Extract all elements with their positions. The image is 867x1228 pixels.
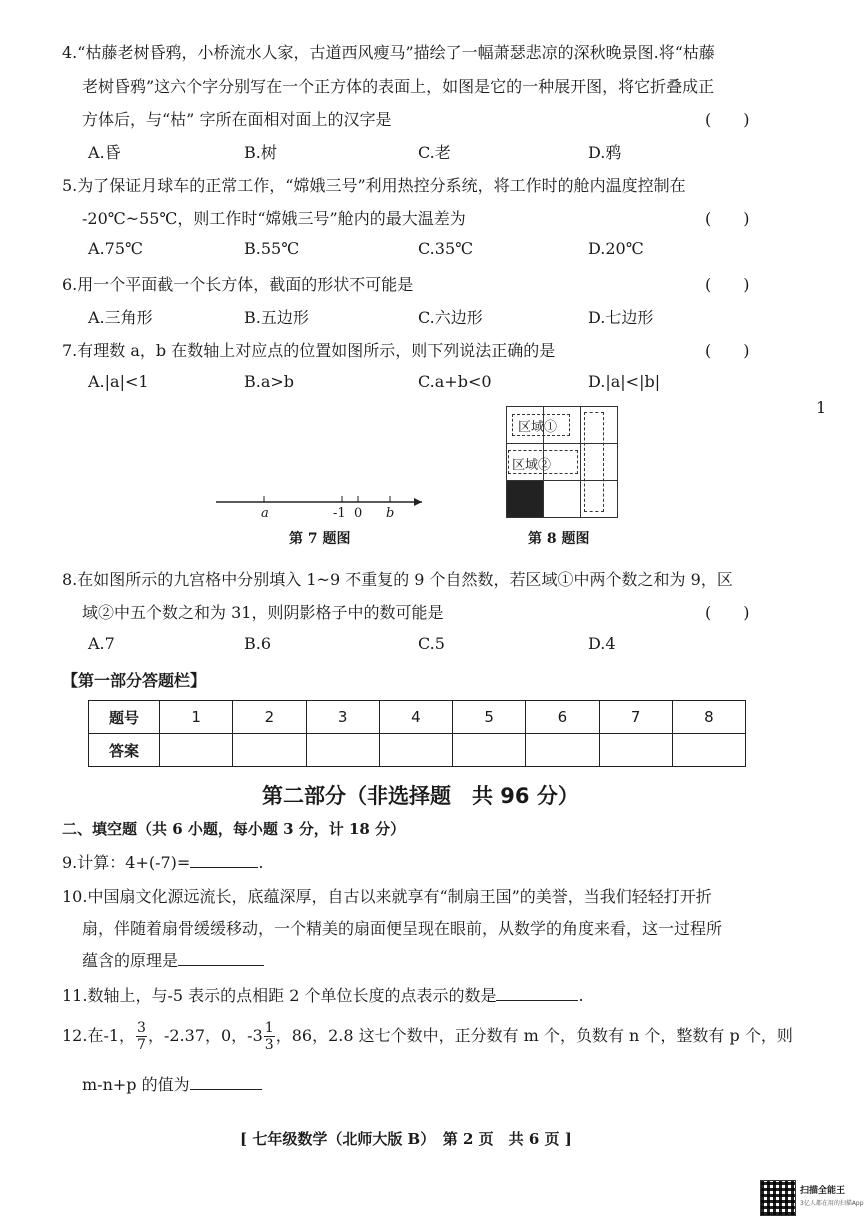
number-line-arrow (414, 498, 422, 506)
q6-option-d: D.七边形 (588, 308, 654, 327)
q6-line1: 6.用一个平面截一个长方体，截面的形状不可能是 (62, 275, 414, 294)
answer-cell[interactable] (672, 734, 745, 767)
label-zero: 0 (354, 506, 363, 521)
side-mark: 1 (816, 398, 827, 417)
q7-option-d: D.|a|<|b| (588, 372, 661, 391)
row-head-number: 题号 (89, 701, 160, 734)
answer-cell[interactable] (599, 734, 672, 767)
q4-option-a: A.昏 (88, 143, 121, 162)
fraction-one-third (264, 1020, 275, 1053)
q11-answer-blank[interactable] (496, 986, 578, 1001)
question-number: 2 (233, 701, 306, 734)
q4-answer-paren: ( ) (705, 110, 750, 129)
label-b: b (386, 506, 395, 521)
q7-option-a: A.|a|<1 (88, 372, 149, 391)
question-number: 5 (453, 701, 526, 734)
q10-line3-text: 蕴含的原理是 (82, 951, 179, 970)
q12-answer-blank[interactable] (190, 1075, 262, 1090)
q7-answer-paren: ( ) (705, 341, 750, 360)
q4-line2: 老树昏鸦”这六个字分别写在一个正方体的表面上，如图是它的一种展开图，将它折叠成正 (82, 77, 715, 96)
frac2-numerator: 1 (264, 1020, 274, 1036)
question-number: 7 (599, 701, 672, 734)
q8-option-d: D.4 (588, 634, 616, 653)
q6-option-c: C.六边形 (418, 308, 483, 327)
q12-line1 (62, 1018, 793, 1054)
q11 (62, 983, 584, 1006)
q8-option-a: A.7 (88, 634, 115, 653)
scanner-logo-label: 扫描全能王 (800, 1186, 846, 1196)
number-line-figure (210, 490, 430, 522)
q7-option-c: C.a+b<0 (418, 372, 492, 391)
frac2-denominator: 3 (264, 1037, 274, 1053)
region1-label: 区域① (518, 420, 558, 435)
frac1-denominator: 7 (137, 1037, 146, 1053)
q10-line3 (82, 948, 264, 971)
part2-title: 第二部分（非选择题 共 96 分） (262, 784, 579, 808)
q4-line3: 方体后，与“枯” 字所在面相对面上的汉字是 (82, 110, 392, 129)
question-number: 6 (526, 701, 599, 734)
q10-line2: 扇，伴随着扇骨缓缓移动，一个精美的扇面便呈现在眼前，从数学的角度来看，这一过程所 (82, 919, 723, 938)
q5-option-a: A.75℃ (88, 239, 143, 258)
frac1-numerator: 3 (137, 1020, 146, 1036)
q5-option-d: D.20℃ (588, 239, 644, 258)
q4-option-d: D.鸦 (588, 143, 622, 162)
q8-option-c: C.5 (418, 634, 445, 653)
label-a: a (261, 506, 269, 521)
q10-answer-blank[interactable] (178, 951, 264, 966)
q6-answer-paren: ( ) (705, 275, 750, 294)
question-number: 8 (672, 701, 745, 734)
shaded-cell (506, 480, 544, 518)
region2-vertical-outline (584, 412, 604, 512)
q5-option-c: C.35℃ (418, 239, 474, 258)
table-row (89, 734, 746, 767)
answer-cell[interactable] (233, 734, 306, 767)
grid-cell (543, 480, 581, 518)
q5-answer-paren: ( ) (705, 209, 750, 228)
q12-line2-text: m-n+p 的值为 (82, 1075, 190, 1094)
q12-mid: ，-2.37，0，-3 (147, 1026, 263, 1045)
q11-end: . (578, 986, 584, 1005)
answer-cell[interactable] (160, 734, 233, 767)
page-footer: [ 七年级数学（北师大版 B） 第 2 页 共 6 页 ] (240, 1130, 572, 1148)
fig8-caption: 第 8 题图 (528, 531, 590, 547)
q5-option-b: B.55℃ (244, 239, 300, 258)
q12-pre: 12.在-1， (62, 1026, 136, 1045)
q7-option-b: B.a>b (244, 372, 295, 391)
fill-section-title: 二、填空题（共 6 小题，每小题 3 分，计 18 分） (62, 820, 406, 838)
question-number: 4 (379, 701, 452, 734)
q9-text: 9.计算：4+(-7)= (62, 853, 191, 872)
q6-option-a: A.三角形 (88, 308, 153, 327)
answer-section-title: 【第一部分答题栏】 (62, 671, 207, 690)
q9 (62, 850, 263, 873)
row-head-answer: 答案 (89, 734, 160, 767)
q8-line1: 8.在如图所示的九宫格中分别填入 1~9 不重复的 9 个自然数，若区域①中两个数之和为 9，区 (62, 570, 733, 589)
q5-line1: 5.为了保证月球车的正常工作，“嫦娥三号”利用热控分系统，将工作时的舱内温度控制在 (62, 176, 686, 195)
q8-answer-paren: ( ) (705, 603, 750, 622)
answer-cell[interactable] (526, 734, 599, 767)
q4-line1: 4.“枯藤老树昏鸦，小桥流水人家，古道西风瘦马”描绘了一幅萧瑟悲凉的深秋晚景图.将“枯藤 (62, 43, 715, 62)
q8-line2: 域②中五个数之和为 31，则阴影格子中的数可能是 (82, 603, 444, 622)
answer-cell[interactable] (379, 734, 452, 767)
qr-code-icon (760, 1180, 796, 1216)
q12-post: ，86，2.8 这七个数中，正分数有 m 个，负数有 n 个，整数有 p 个，则 (275, 1026, 793, 1045)
fraction-three-sevenths (136, 1020, 147, 1053)
q8-option-b: B.6 (244, 634, 272, 653)
q9-end: . (258, 853, 264, 872)
region2-label: 区域② (512, 458, 552, 473)
table-row (89, 701, 746, 734)
scanner-sub-label: 3亿人都在用的扫描App (800, 1200, 864, 1207)
q10-line1: 10.中国扇文化源远流长，底蕴深厚，自古以来就享有“制扇王国”的美誉，当我们轻轻打开折 (62, 887, 712, 906)
label-minus-one: -1 (333, 506, 346, 521)
question-number: 1 (160, 701, 233, 734)
q6-option-b: B.五边形 (244, 308, 309, 327)
answer-cell[interactable] (453, 734, 526, 767)
nine-grid (506, 406, 618, 518)
q4-option-c: C.老 (418, 143, 451, 162)
answer-cell[interactable] (306, 734, 379, 767)
fig7-caption: 第 7 题图 (289, 531, 351, 547)
q5-line2: -20℃~55℃，则工作时“嫦娥三号”舱内的最大温差为 (82, 209, 466, 228)
q11-text: 11.数轴上，与-5 表示的点相距 2 个单位长度的点表示的数是 (62, 986, 497, 1005)
q12-line2 (82, 1072, 262, 1095)
q7-line1: 7.有理数 a，b 在数轴上对应点的位置如图所示，则下列说法正确的是 (62, 341, 556, 360)
q9-answer-blank[interactable] (190, 853, 258, 868)
answer-table (88, 700, 746, 767)
q4-option-b: B.树 (244, 143, 277, 162)
question-number: 3 (306, 701, 379, 734)
